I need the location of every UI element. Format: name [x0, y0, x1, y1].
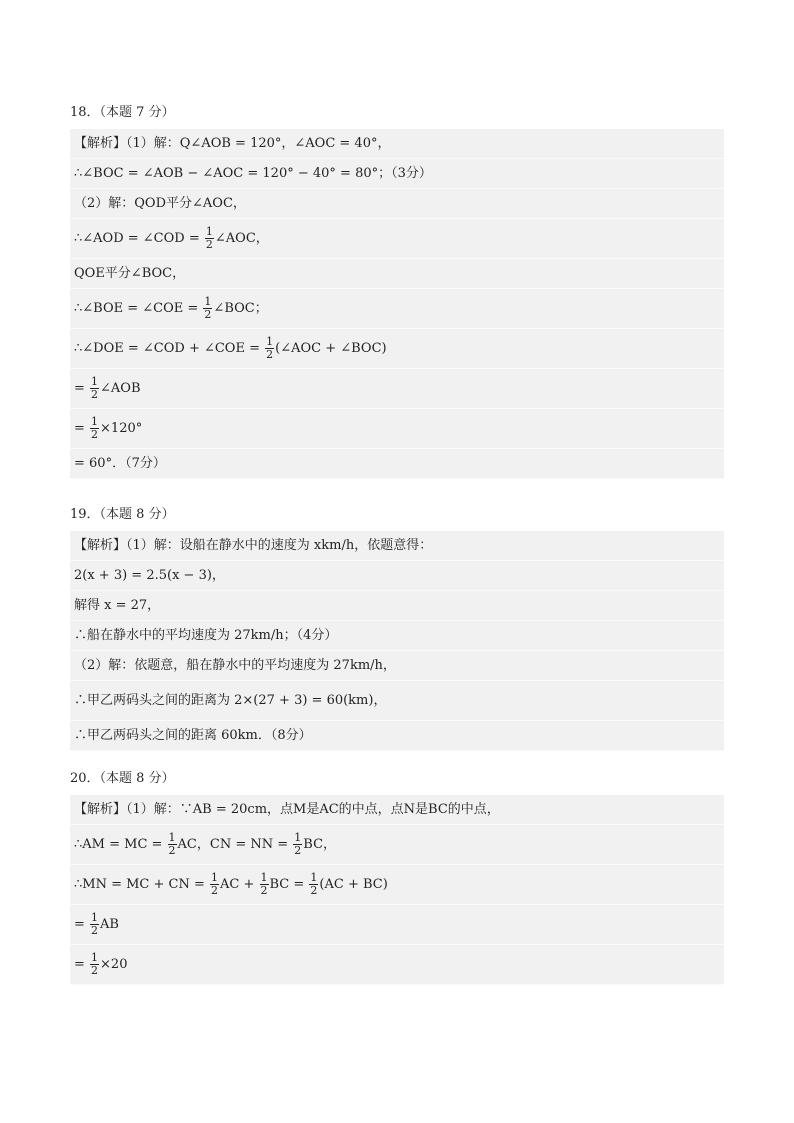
- fraction-numerator: 1: [211, 871, 219, 884]
- q18-line-7: [70, 329, 724, 369]
- q18-line-8-text-a: =: [74, 381, 90, 396]
- fraction-half: [203, 296, 212, 321]
- fraction-denominator: 2: [204, 308, 212, 321]
- q19-line-4: ∴船在静水中的平均速度为 27km/h；（4分）: [70, 621, 724, 651]
- fraction-denominator: 2: [91, 428, 99, 441]
- fraction-numerator: 1: [310, 871, 318, 884]
- q18-line-7-text-a: ∴∠DOE = ∠COD + ∠COE =: [74, 341, 265, 356]
- q18-title: 18．（本题 7 分）: [70, 105, 175, 120]
- fraction-denominator: 2: [310, 884, 318, 897]
- fraction-denominator: 2: [205, 238, 213, 251]
- q18-line-6-text-b: ∠BOC；: [213, 301, 268, 316]
- fraction-denominator: 2: [91, 388, 99, 401]
- fraction-numerator: 1: [91, 951, 99, 964]
- fraction-half: [168, 832, 177, 857]
- q18-line-4: [70, 219, 724, 259]
- q20-line-2-text-a: ∴AM = MC =: [74, 837, 167, 852]
- q20-line-5: [70, 945, 724, 985]
- q19-line-5: （2）解：依题意，船在静水中的平均速度为 27km/h，: [70, 651, 724, 681]
- fraction-numerator: 1: [260, 871, 268, 884]
- fraction-denominator: 2: [294, 844, 302, 857]
- q20-line-3-text-b: AC +: [220, 877, 259, 892]
- q19-solution-block: [70, 531, 724, 751]
- fraction-half: [90, 376, 99, 401]
- q18-line-4-text-a: ∴∠AOD = ∠COD =: [74, 231, 204, 246]
- q20-line-3-text-a: ∴MN = MC + CN =: [74, 877, 210, 892]
- fraction-half: [90, 416, 99, 441]
- fraction-half: [293, 832, 302, 857]
- q18-line-10: = 60°．（7分）: [70, 449, 724, 479]
- q20-solution-block: [70, 795, 724, 985]
- q20-line-5-text-b: ×20: [100, 957, 128, 972]
- fraction-denominator: 2: [168, 844, 176, 857]
- fraction-half: [90, 952, 99, 977]
- fraction-numerator: 1: [204, 295, 212, 308]
- q18-line-7-text-b: (∠AOC + ∠BOC): [275, 341, 387, 356]
- q20-line-1: 【解析】（1）解：∵AB = 20cm，点M是AC的中点，点N是BC的中点，: [70, 795, 724, 825]
- q19-line-3: 解得 x = 27，: [70, 591, 724, 621]
- fraction-half: [309, 872, 318, 897]
- q20-line-3-text-c: BC =: [269, 877, 309, 892]
- q20-line-3: [70, 865, 724, 905]
- fraction-half: [265, 336, 274, 361]
- fraction-half: [205, 226, 214, 251]
- q18-line-8-text-b: ∠AOB: [100, 381, 141, 396]
- fraction-numerator: 1: [91, 375, 99, 388]
- fraction-numerator: 1: [91, 911, 99, 924]
- q20-line-4-text-b: AB: [100, 917, 119, 932]
- fraction-numerator: 1: [294, 831, 302, 844]
- q18-line-9: [70, 409, 724, 449]
- q18-line-5: QOE平分∠BOC，: [70, 259, 724, 289]
- q19-line-6: ∴甲乙两码头之间的距离为 2×(27 + 3) = 60(km)，: [70, 681, 724, 721]
- q20-title: 20．（本题 8 分）: [70, 771, 175, 786]
- q18-line-6-text-a: ∴∠BOE = ∠COE =: [74, 301, 203, 316]
- q18-line-1: 【解析】（1）解：Q∠AOB = 120°，∠AOC = 40°，: [70, 129, 724, 159]
- fraction-denominator: 2: [211, 884, 219, 897]
- fraction-denominator: 2: [266, 348, 274, 361]
- q18-solution-block: [70, 129, 724, 479]
- fraction-denominator: 2: [91, 924, 99, 937]
- q19-title: 19．（本题 8 分）: [70, 507, 175, 522]
- fraction-numerator: 1: [168, 831, 176, 844]
- q19-line-2: 2(x + 3) = 2.5(x − 3)，: [70, 561, 724, 591]
- q18-line-9-text-b: ×120°: [100, 421, 143, 436]
- q20-line-5-text-a: =: [74, 957, 90, 972]
- q20-line-4: [70, 905, 724, 945]
- q18-line-8: [70, 369, 724, 409]
- q20-line-2-text-b: AC，CN = NN =: [177, 837, 293, 852]
- q19-line-7: ∴甲乙两码头之间的距离 60km．（8分）: [70, 721, 724, 751]
- q20-line-3-text-d: (AC + BC): [319, 877, 388, 892]
- fraction-denominator: 2: [91, 964, 99, 977]
- fraction-half: [260, 872, 269, 897]
- fraction-half: [90, 912, 99, 937]
- q18-line-9-text-a: =: [74, 421, 90, 436]
- q20-line-2-text-c: BC，: [303, 837, 337, 852]
- q18-line-2: ∴∠BOC = ∠AOB − ∠AOC = 120° − 40° = 80°；（3分）: [70, 159, 724, 189]
- fraction-numerator: 1: [91, 415, 99, 428]
- fraction-denominator: 2: [260, 884, 268, 897]
- q20-line-2: [70, 825, 724, 865]
- q18-line-4-text-b: ∠AOC，: [214, 231, 269, 246]
- q18-line-3: （2）解：QOD平分∠AOC，: [70, 189, 724, 219]
- fraction-half: [210, 872, 219, 897]
- q20-line-4-text-a: =: [74, 917, 90, 932]
- fraction-numerator: 1: [266, 335, 274, 348]
- fraction-numerator: 1: [205, 225, 213, 238]
- q19-line-1: 【解析】（1）解：设船在静水中的速度为 xkm/h，依题意得：: [70, 531, 724, 561]
- q18-line-6: [70, 289, 724, 329]
